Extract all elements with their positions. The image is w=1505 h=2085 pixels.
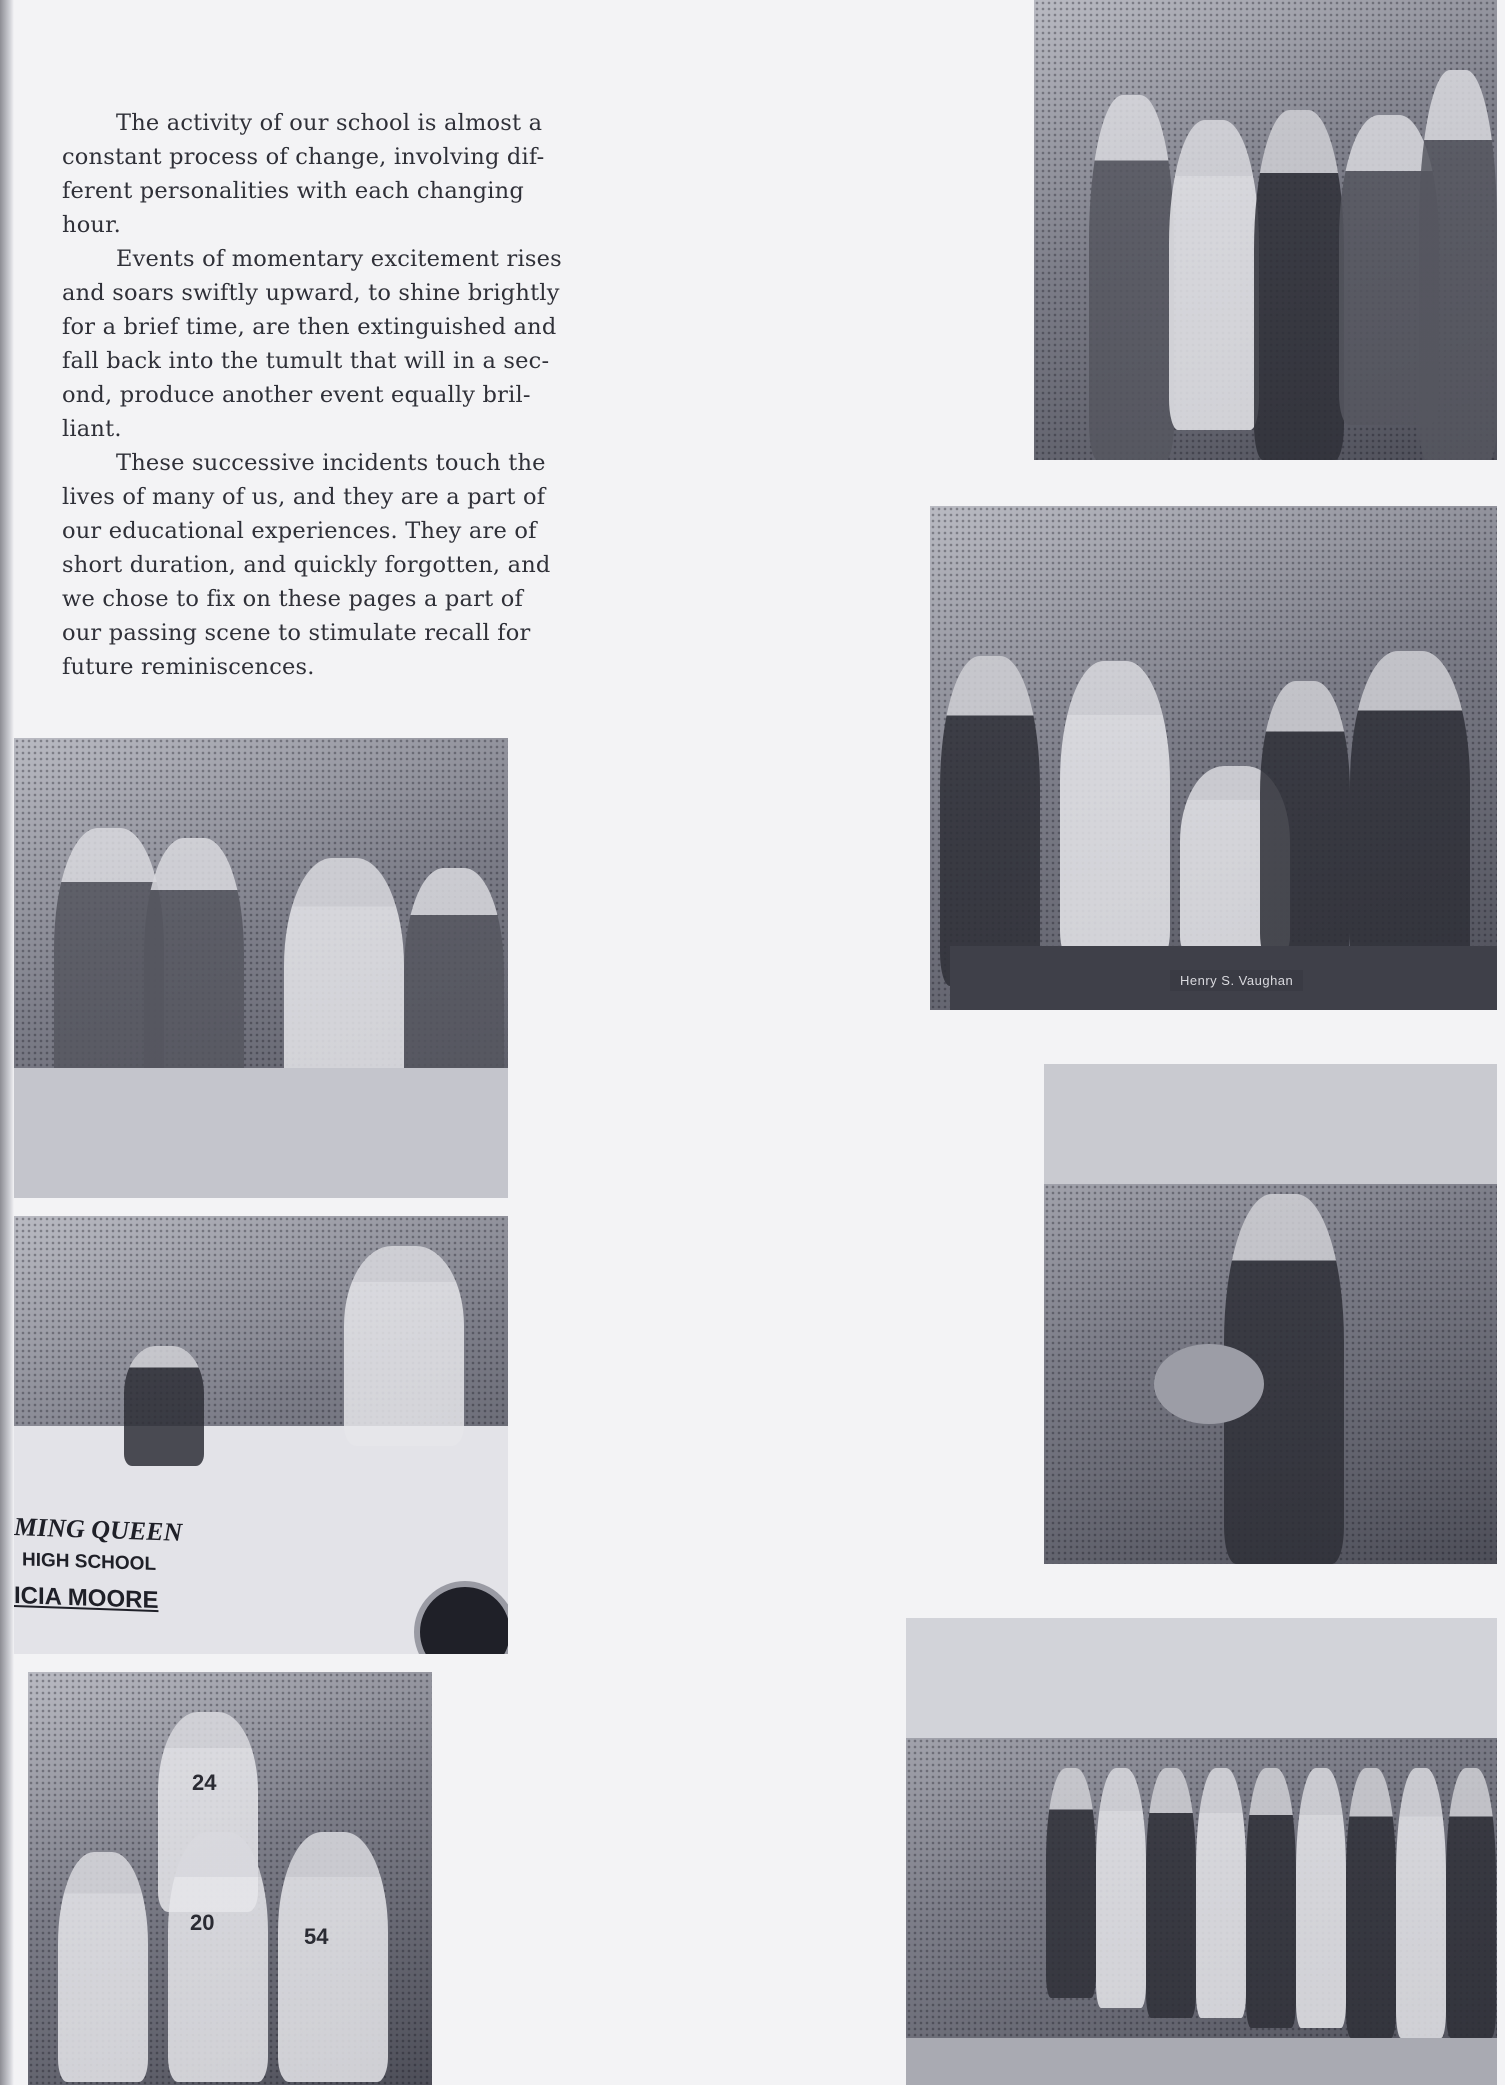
photo-basketball-players [28,1672,432,2085]
gym-floor [906,2038,1497,2085]
photo-office-signing [930,506,1497,1010]
photo-figure [940,656,1040,986]
photo-figure [1346,1768,1396,2038]
ceiling [1044,1064,1497,1184]
photo-figure [1046,1768,1096,1998]
photo-figure [344,1246,464,1446]
photo-graduation-ceremony [906,1618,1497,2085]
car-sign-line-1: MING QUEEN [14,1512,183,1547]
photo-figure [1246,1768,1296,2028]
car-sign-line-2: HIGH SCHOOL [22,1548,157,1575]
photo-girls-folding-papers [14,738,508,1198]
photo-figure [124,1346,204,1466]
photo-figure [1060,661,1170,961]
jersey-number-54: 54 [304,1924,329,1949]
jersey-number-20: 20 [190,1910,215,1935]
photo-figure [1169,120,1259,430]
photo-figure [1254,110,1344,460]
intro-paragraph-1: The activity of our school is almost a constant process of change, involving dif- ferent personalities with each changing hour. [62,110,545,238]
car-sign-line-3: ICIA MOORE [14,1582,159,1615]
photo-figure [1196,1768,1246,2018]
photo-figure [1296,1768,1346,2028]
intro-paragraph-3: These successive incidents touch the lives of many of us, and they are a part of our educational experiences. They are of short duration, and quickly forgotten, and we chose to fix on these pages a part of our passing scene to stimulate recall for future reminiscences. [62,450,551,680]
rose-bouquet [1154,1344,1264,1424]
photo-figure [1446,1768,1496,2038]
photo-figure [1089,95,1174,460]
photo-figure [1096,1768,1146,2008]
intro-paragraph-2: Events of momentary excitement rises and soars swiftly upward, to shine brightly for a brief time, are then extinguished and fall back into the tumult that will in a sec- ond, produce another event equally bril- liant. [62,246,562,442]
photo-figure [1260,681,1350,961]
photo-homecoming-queen-car [14,1216,508,1654]
photo-figure [58,1852,148,2082]
photo-students-standing-group [1034,0,1497,460]
photo-figure [1396,1768,1446,2038]
gym-windows [906,1618,1497,1738]
jersey-number-24: 24 [192,1770,217,1795]
photo-figure [278,1832,388,2082]
photo-figure [168,1832,268,2082]
intro-text-block [62,106,582,684]
photo-figure [1419,70,1497,460]
photo-figure [1146,1768,1196,2018]
photo-queen-with-roses [1044,1064,1497,1564]
desk-nameplate: Henry S. Vaughan [1170,970,1303,991]
photo-figure [1350,651,1470,981]
photo-table [14,1068,508,1198]
page-spine-shadow [0,0,14,2085]
car-sign [14,1506,274,1626]
